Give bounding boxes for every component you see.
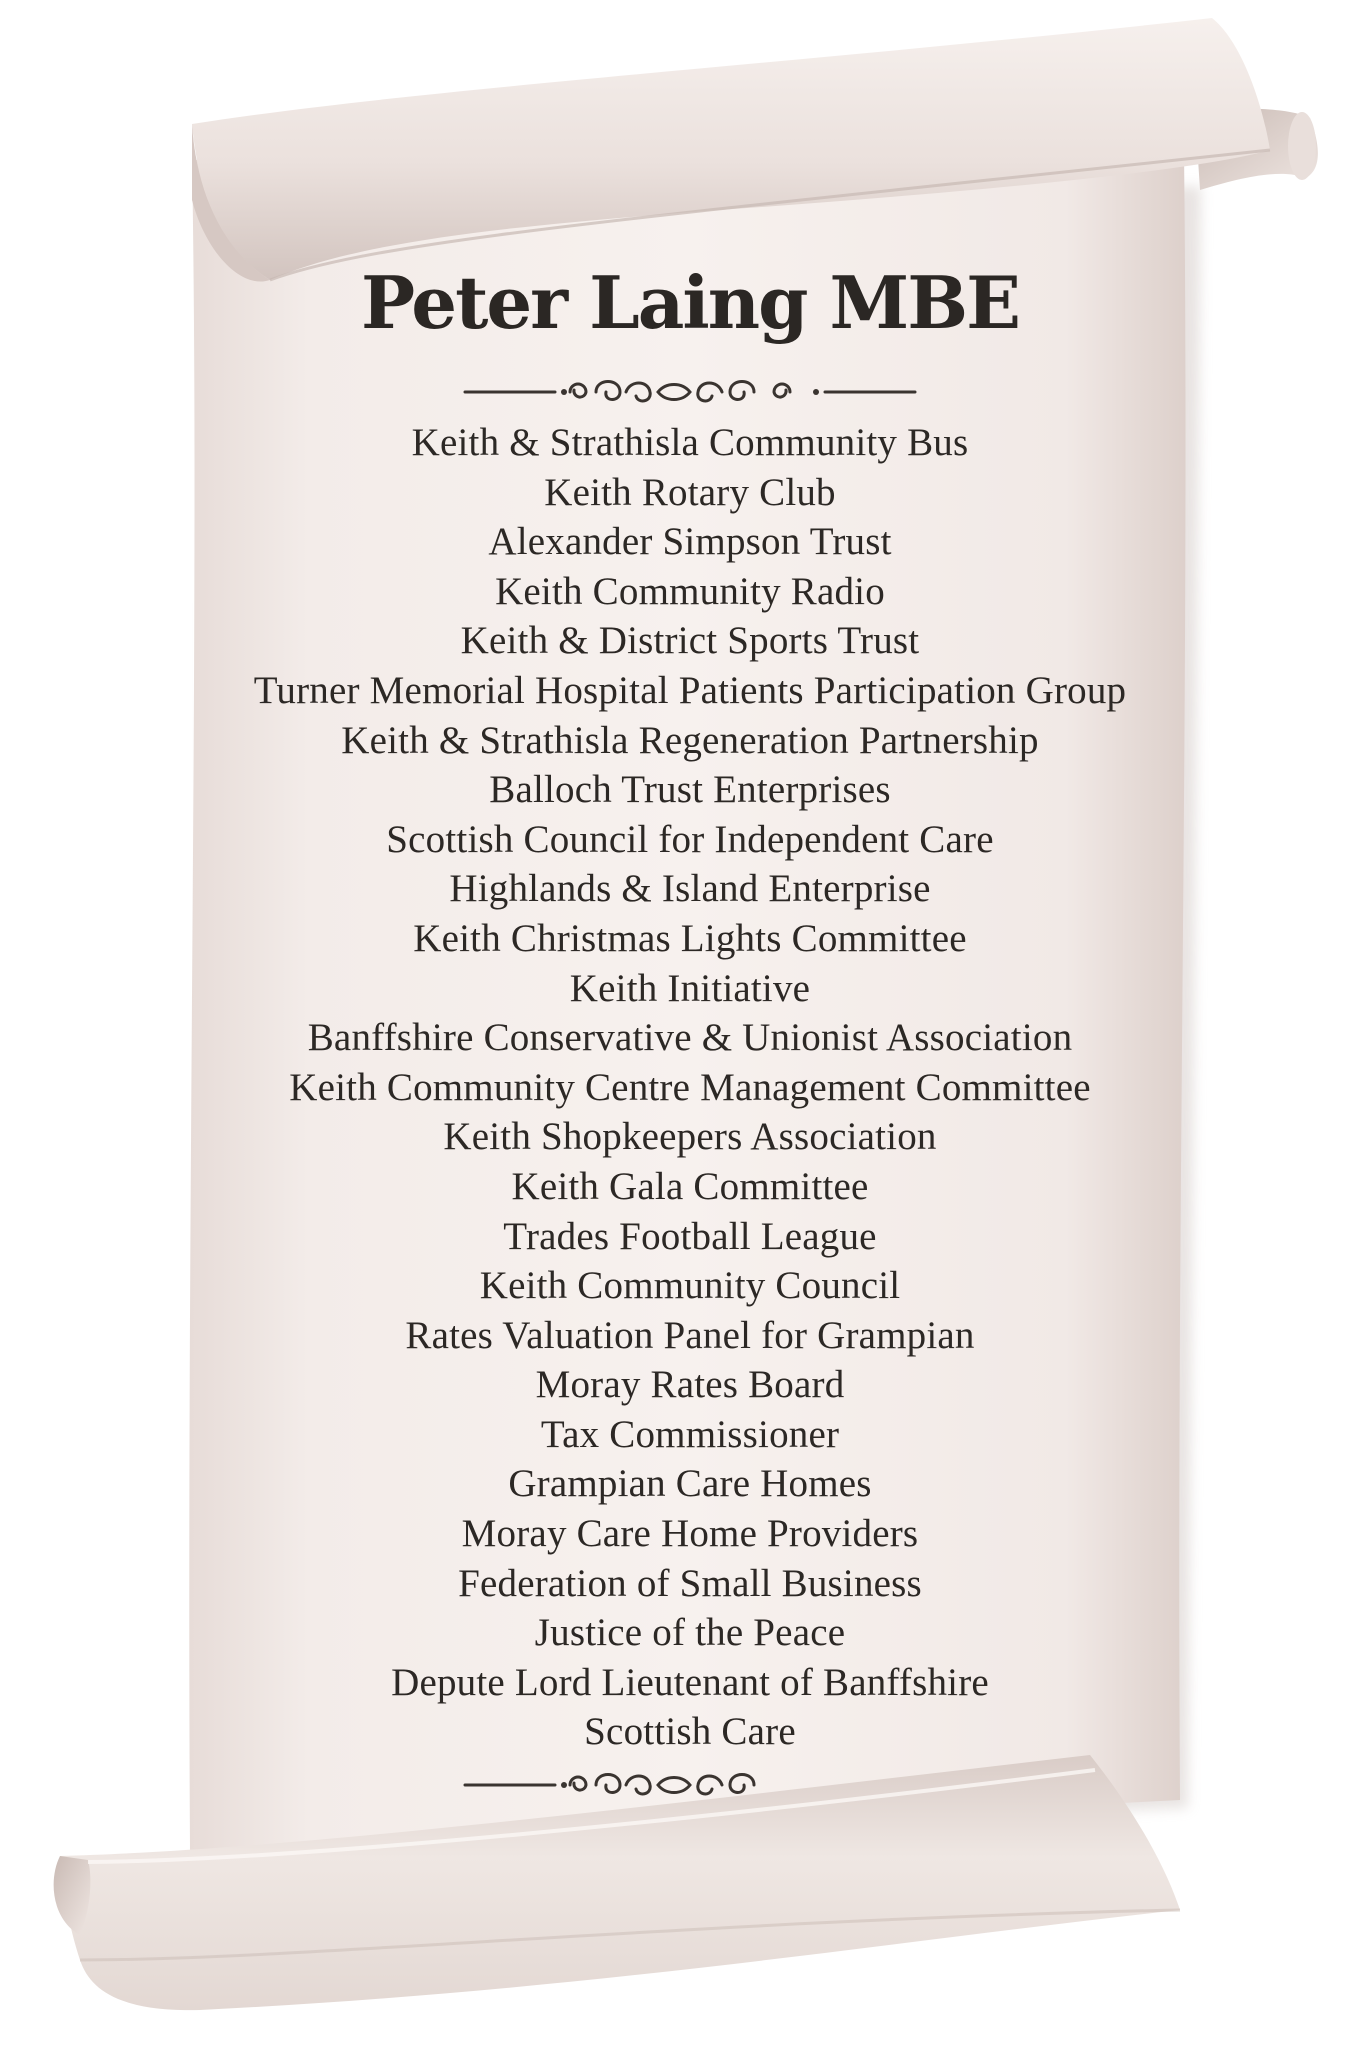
list-item: Keith Shopkeepers Association (443, 1115, 937, 1159)
ornament-divider-top-icon (460, 372, 920, 412)
page-title: Peter Laing MBE (361, 260, 1019, 345)
list-item: Keith & Strathisla Community Bus (411, 421, 969, 464)
list-item: Balloch Trust Enterprises (489, 768, 891, 812)
list-item: Depute Lord Lieutenant of Banffshire (391, 1660, 989, 1704)
list-item: Keith Community Radio (495, 569, 885, 613)
list-item: Scottish Care (584, 1710, 796, 1754)
list-item: Alexander Simpson Trust (488, 520, 892, 564)
list-item: Grampian Care Homes (508, 1462, 872, 1506)
list-item: Keith Rotary Club (544, 470, 836, 514)
list-item: Tax Commissioner (540, 1412, 840, 1456)
list-item: Turner Memorial Hospital Patients Participation Group (253, 668, 1127, 712)
list-item: Keith Initiative (569, 966, 811, 1010)
list-item: Keith & Strathisla Regeneration Partnership (341, 718, 1039, 762)
ornament-divider-bottom-icon (460, 1765, 920, 1805)
list-item: Moray Rates Board (535, 1363, 845, 1407)
list-item: Keith Gala Committee (511, 1164, 869, 1208)
organisation-list (190, 418, 1190, 1757)
list-item: Keith Community Council (479, 1264, 901, 1308)
list-item: Keith Community Centre Management Committee (289, 1065, 1091, 1109)
list-item: Keith Christmas Lights Committee (413, 916, 967, 960)
list-item: Justice of the Peace (534, 1611, 846, 1655)
list-item: Trades Football League (503, 1214, 877, 1258)
list-item: Scottish Council for Independent Care (386, 817, 994, 861)
list-item: Highlands & Island Enterprise (449, 867, 931, 911)
list-item: Rates Valuation Panel for Grampian (405, 1313, 975, 1357)
list-item: Banffshire Conservative & Unionist Association (307, 1016, 1073, 1060)
scroll-content (190, 258, 1190, 1805)
list-item: Federation of Small Business (458, 1561, 922, 1605)
list-item: Moray Care Home Providers (461, 1512, 919, 1556)
list-item: Keith & District Sports Trust (460, 619, 920, 663)
